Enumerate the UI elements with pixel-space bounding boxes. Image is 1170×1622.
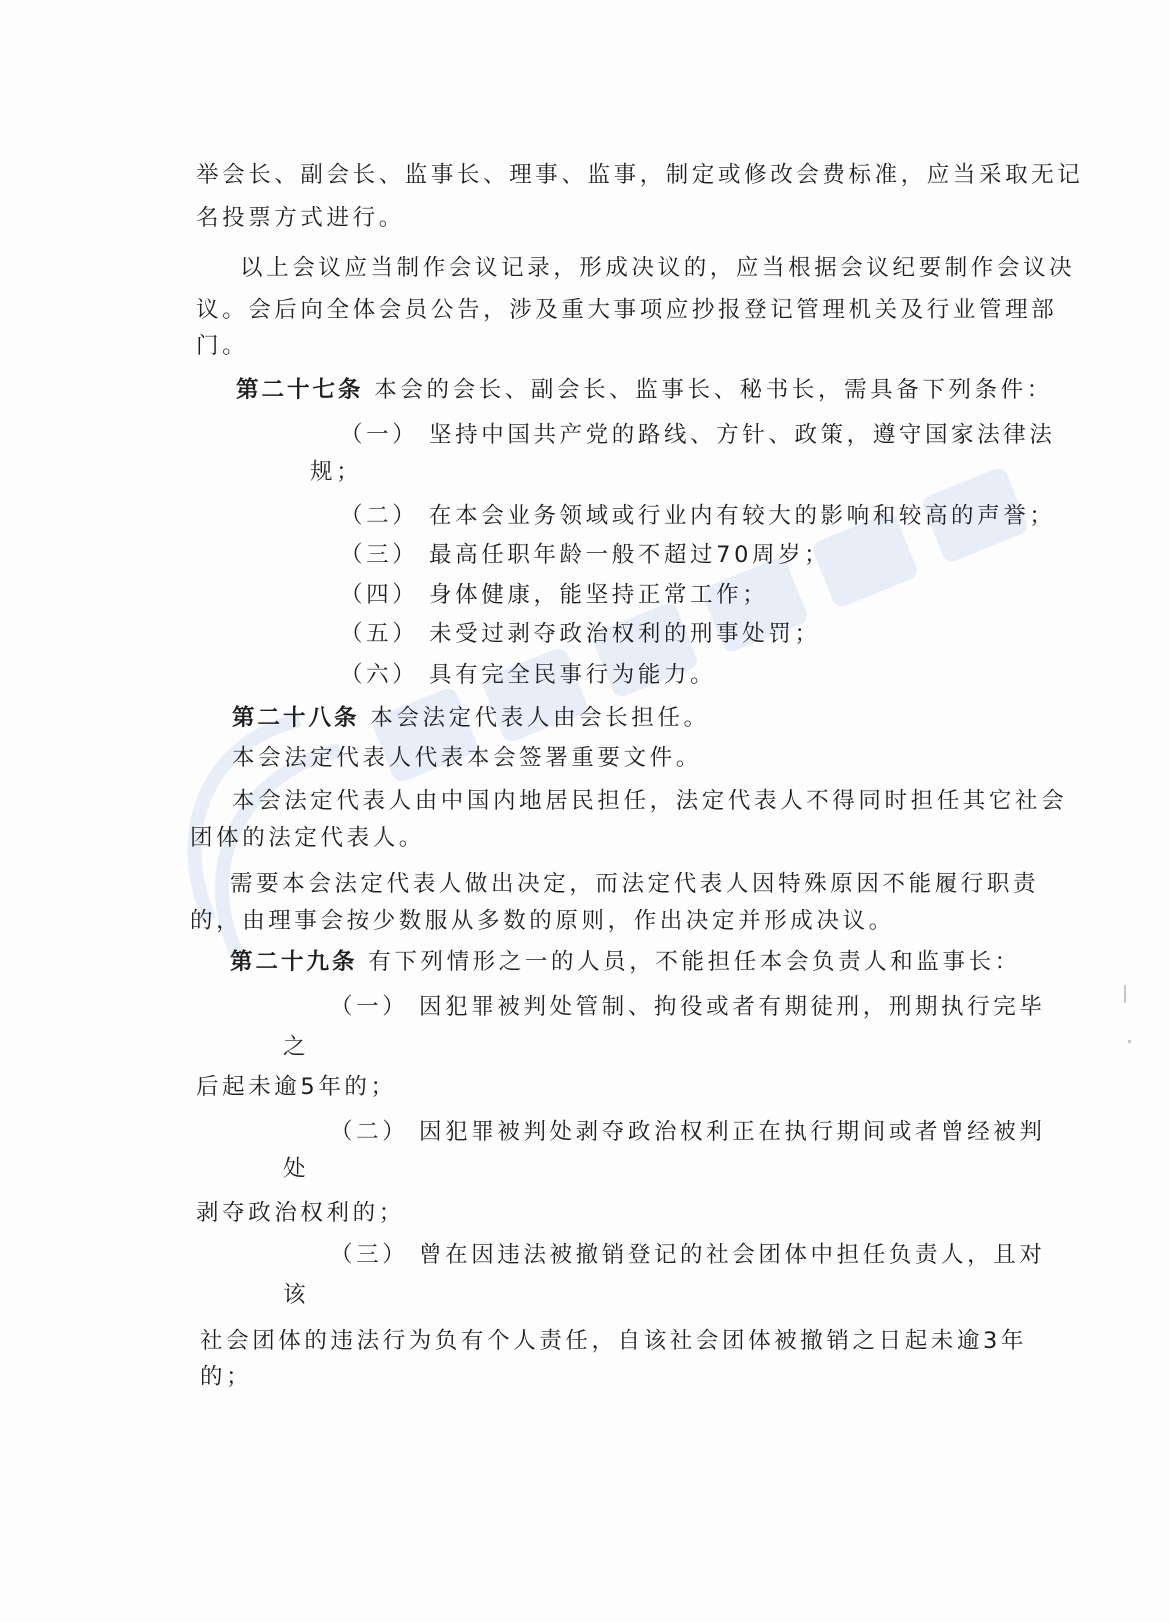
article-28-line: 第二十八条 本会法定代表人由会长担任。 <box>232 705 710 731</box>
list-item: （一） 坚持中国共产党的路线、方针、政策，遵守国家法律法 <box>340 422 1056 448</box>
list-item: （三） 最高任职年龄一般不超过70周岁； <box>340 542 831 568</box>
article-28-heading: 第二十八条 <box>232 705 360 731</box>
list-item: （一） 因犯罪被判处管制、拘役或者有期徒刑，刑期执行完毕 <box>330 994 1046 1020</box>
list-item-continuation: 之 <box>283 1034 310 1060</box>
paragraph-line: 议。会后向全体会员公告，涉及重大事项应抄报登记管理机关及行业管理部 <box>196 297 1058 323</box>
scan-edge-mark <box>1128 1040 1131 1043</box>
paragraph-line: 以上会议应当制作会议记录，形成决议的，应当根据会议纪要制作会议决 <box>240 255 1076 281</box>
list-item-continuation: 该 <box>283 1282 310 1308</box>
article-29-line: 第二十九条 有下列情形之一的人员，不能担任本会负责人和监事长： <box>230 949 1021 975</box>
list-item: （三） 曾在因违法被撤销登记的社会团体中担任负责人，且对 <box>330 1242 1046 1268</box>
article-27-line: 第二十七条 本会的会长、副会长、监事长、秘书长，需具备下列条件： <box>236 377 1053 403</box>
paragraph-line: 名投票方式进行。 <box>196 205 405 231</box>
paragraph-line: 需要本会法定代表人做出决定，而法定代表人因特殊原因不能履行职责 <box>230 871 1040 897</box>
list-item-continuation: 规； <box>310 459 363 485</box>
list-item-continuation: 的； <box>200 1364 253 1390</box>
scan-edge-mark <box>1124 985 1126 1003</box>
list-item: （二） 在本会业务领域或行业内有较大的影响和较高的声誉； <box>340 503 1056 529</box>
list-item: （四） 身体健康，能坚持正常工作； <box>340 582 769 608</box>
list-item-continuation: 处 <box>283 1156 310 1182</box>
paragraph-line: 本会法定代表人代表本会签署重要文件。 <box>232 745 702 771</box>
paragraph-line: 门。 <box>196 333 249 359</box>
list-item-continuation: 社会团体的违法行为负有个人责任，自该社会团体被撤销之日起未逾3年 <box>200 1328 1028 1354</box>
list-item-continuation: 后起未逾5年的； <box>196 1074 397 1100</box>
article-27-heading: 第二十七条 <box>236 377 364 403</box>
list-item: （二） 因犯罪被判处剥夺政治权利正在执行期间或者曾经被判 <box>330 1119 1046 1145</box>
paragraph-line: 的，由理事会按少数服从多数的原则，作出决定并形成决议。 <box>190 908 895 934</box>
paragraph-line: 团体的法定代表人。 <box>190 825 425 851</box>
paragraph-line: 本会法定代表人由中国内地居民担任，法定代表人不得同时担任其它社会 <box>232 788 1068 814</box>
list-item-continuation: 剥夺政治权利的； <box>196 1200 405 1226</box>
list-item: （六） 具有完全民事行为能力。 <box>340 662 717 688</box>
paragraph-line: 举会长、副会长、监事长、理事、监事，制定或修改会费标准，应当采取无记 <box>196 162 1084 188</box>
article-29-heading: 第二十九条 <box>230 949 358 975</box>
list-item: （五） 未受过剥夺政治权利的刑事处罚； <box>340 621 821 647</box>
